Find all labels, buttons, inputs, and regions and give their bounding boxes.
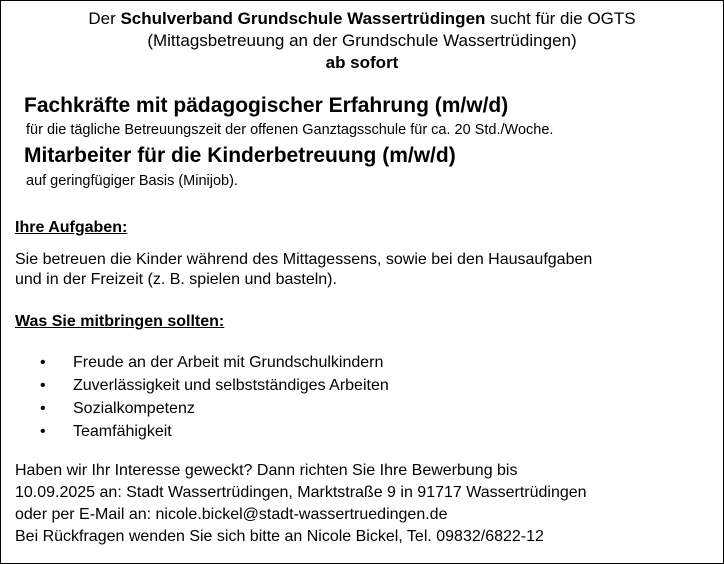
requirement-text: Teamfähigkeit [73, 423, 172, 440]
requirement-text: Zuverlässigkeit und selbstständiges Arbeiten [73, 377, 389, 394]
requirements-list [15, 351, 389, 443]
header-line-1 [0, 8, 724, 30]
contact-line-4: Bei Rückfragen wenden Sie sich bitte an Nicole Bickel, Tel. 09832/6822-12 [15, 528, 544, 545]
start-date [0, 52, 724, 74]
contact-line-3: oder per E-Mail an: nicole.bickel@stadt-wassertruedingen.de [15, 506, 448, 523]
organization-name: Schulverband Grundschule Wassertrüdingen [120, 9, 486, 28]
contact-info [15, 460, 715, 548]
contact-line-2: 10.09.2025 an: Stadt Wassertrüdingen, Marktstraße 9 in 91717 Wassertrüdingen [15, 484, 587, 501]
position-detail-1: für die tägliche Betreuungszeit der offenen Ganztagsschule für ca. 20 Std./Woche. [26, 122, 554, 138]
tasks-line-1: Sie betreuen die Kinder während des Mittagessens, sowie bei den Hausaufgaben [15, 251, 593, 268]
list-item [15, 420, 389, 443]
requirements-heading: Was Sie mitbringen sollten: [15, 313, 225, 330]
header [0, 8, 724, 74]
bullet-icon: • [40, 400, 46, 417]
bullet-icon: • [40, 423, 46, 440]
bullet-icon: • [40, 354, 46, 371]
start-date-text: ab sofort [325, 53, 399, 72]
tasks-heading: Ihre Aufgaben: [15, 219, 128, 236]
header-line-2: (Mittagsbetreuung an der Grundschule Wassertrüdingen) [147, 31, 577, 50]
position-detail-2: auf geringfügiger Basis (Minijob). [26, 173, 238, 189]
contact-line-1: Haben wir Ihr Interesse geweckt? Dann richten Sie Ihre Bewerbung bis [15, 462, 518, 479]
tasks-text [15, 250, 715, 290]
requirement-text: Sozialkompetenz [73, 400, 195, 417]
bullet-icon: • [40, 377, 46, 394]
header-suffix: sucht für die OGTS [485, 9, 636, 28]
tasks-line-2: und in der Freizeit (z. B. spielen und basteln). [15, 271, 337, 288]
position-title-2: Mitarbeiter für die Kinderbetreuung (m/w/d) [24, 144, 456, 167]
list-item [15, 351, 389, 374]
position-title-1: Fachkräfte mit pädagogischer Erfahrung (m/w/d) [24, 94, 509, 117]
list-item [15, 374, 389, 397]
header-prefix: Der [88, 9, 121, 28]
requirement-text: Freude an der Arbeit mit Grundschulkindern [73, 354, 384, 371]
list-item [15, 397, 389, 420]
